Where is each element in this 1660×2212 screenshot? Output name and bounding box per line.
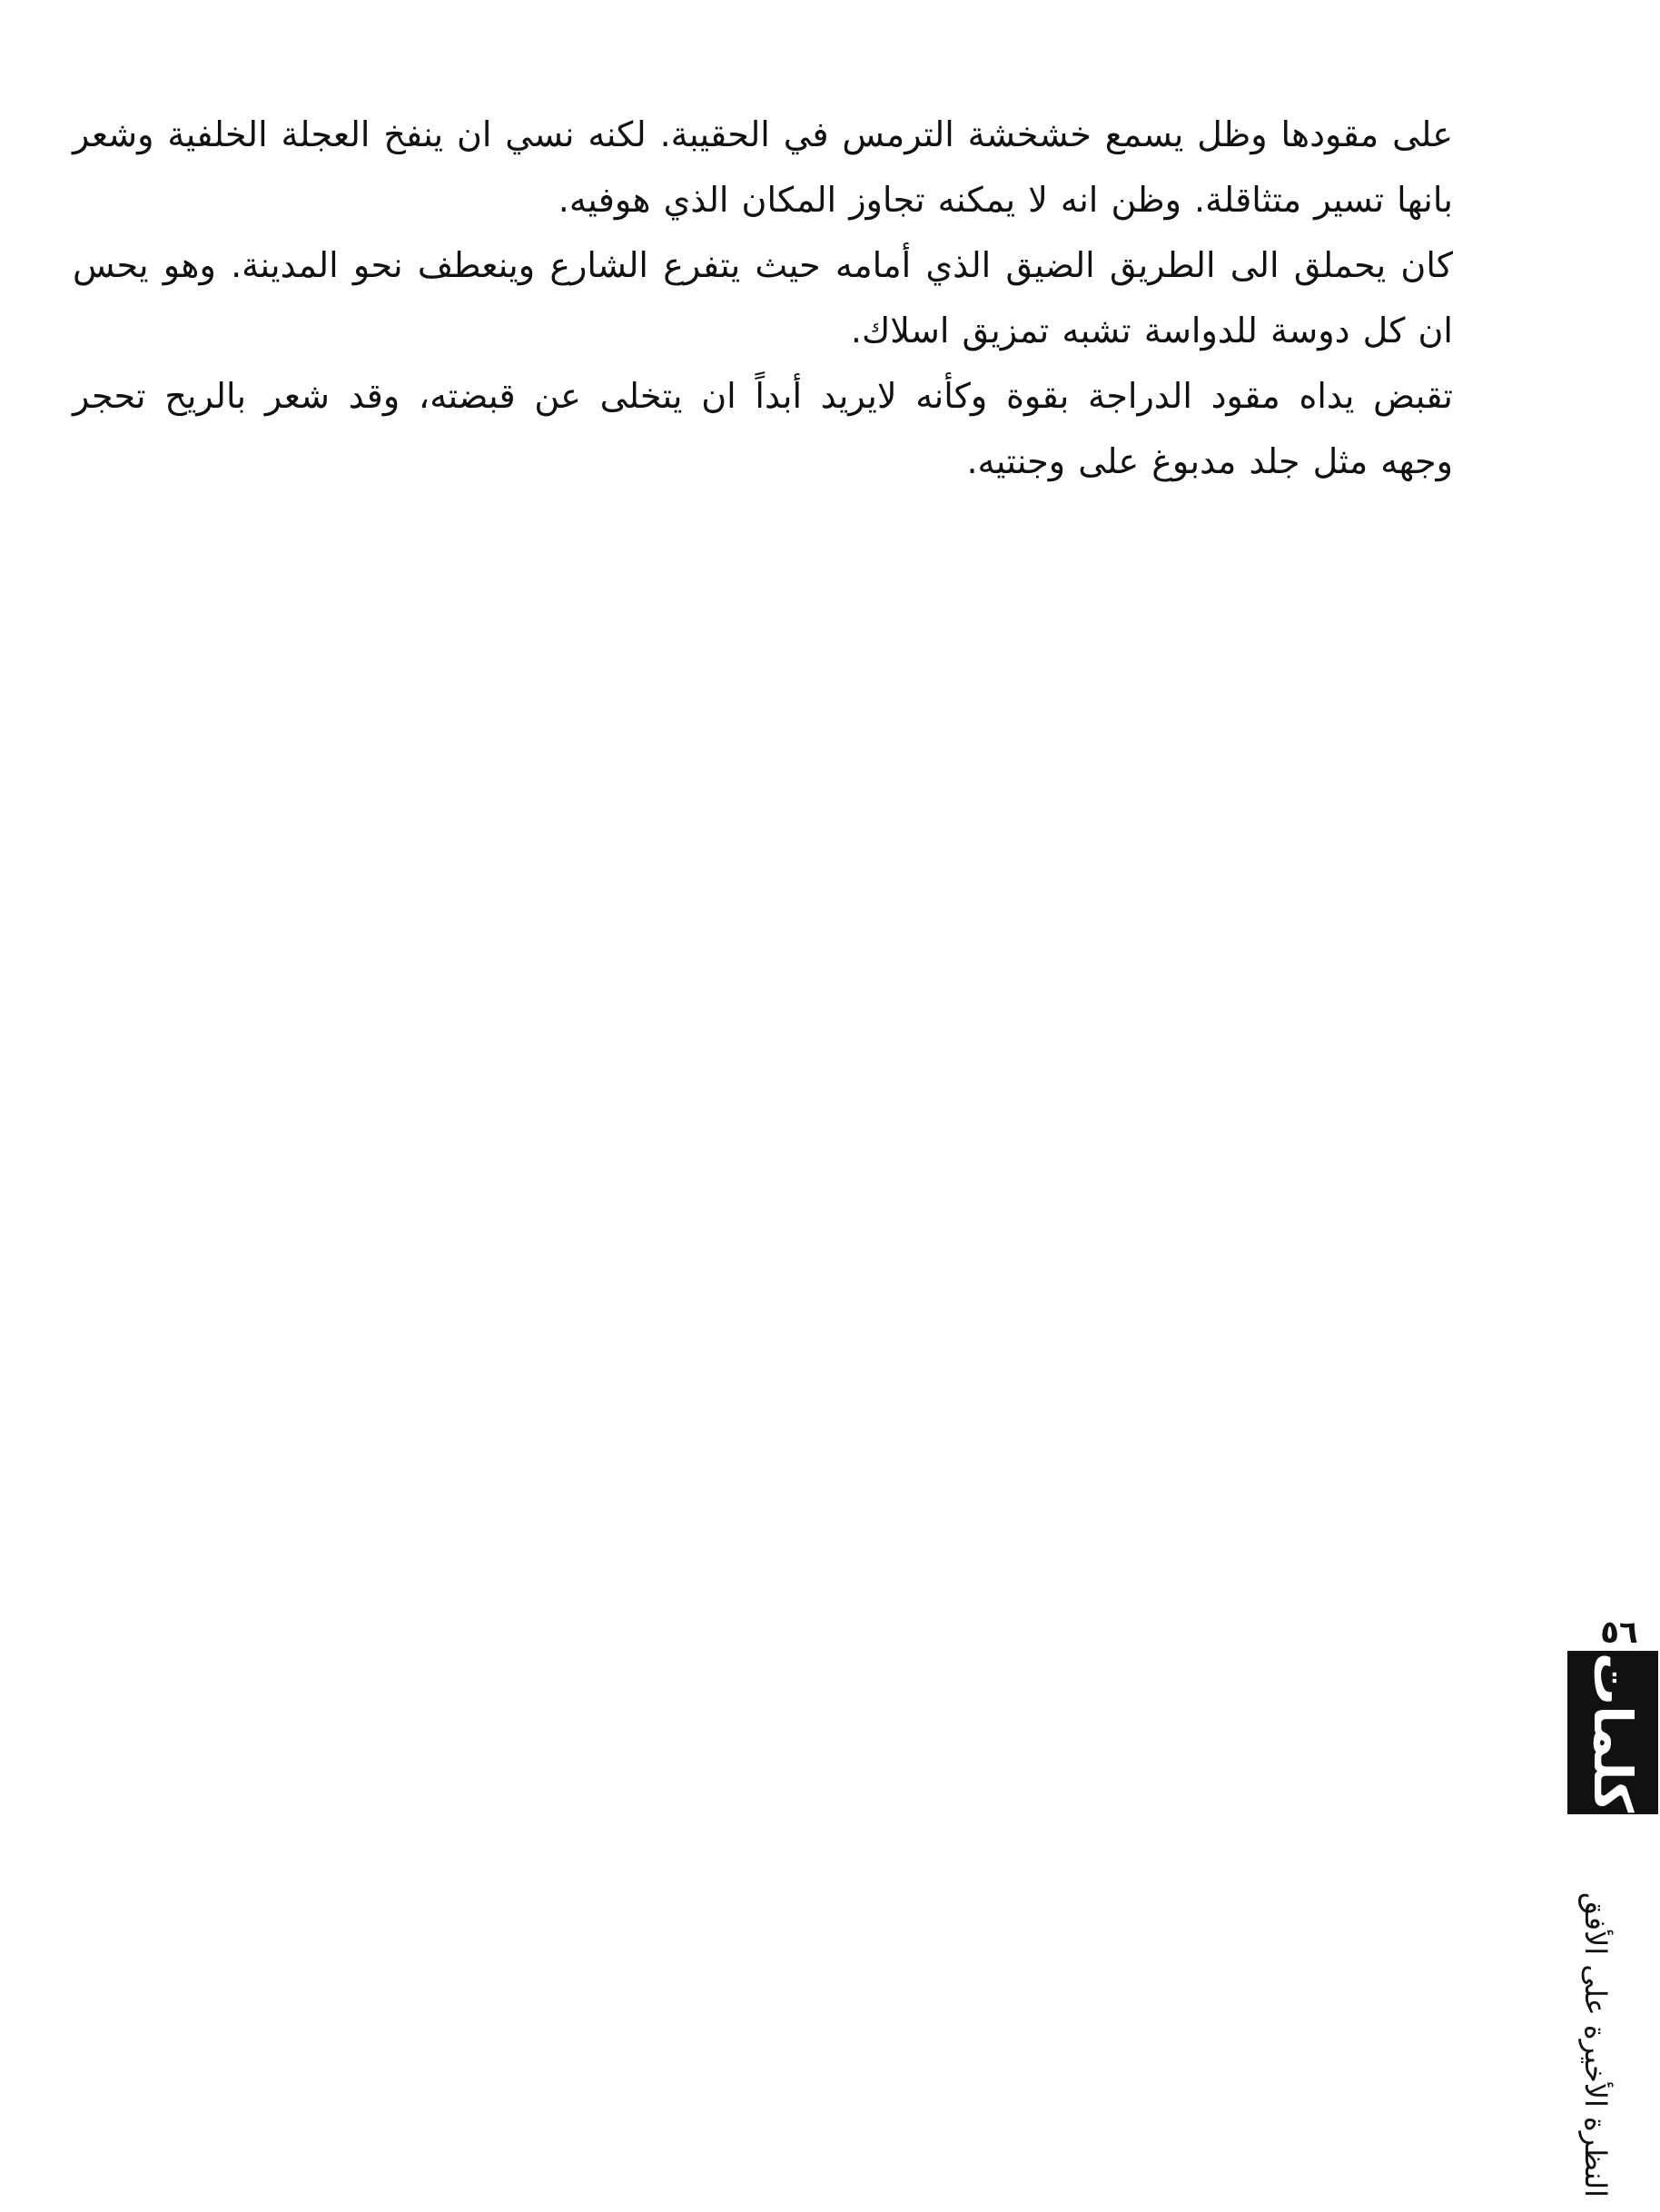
text-line: كان يحملق الى الطريق الضيق الذي أمامه حيث يتفرع الشارع وينعطف نحو المدينة. وهو يحس bbox=[73, 245, 1453, 285]
brand-label-box bbox=[1567, 1651, 1658, 1814]
text-line: ان كل دوسة للدواسة تشبه تمزيق اسلاك. bbox=[850, 311, 1453, 351]
page-number: ٥٦ bbox=[1600, 1615, 1638, 1651]
text-line: على مقودها وظل يسمع خشخشة الترمس في الحقيبة. لكنه نسي ان ينفخ العجلة الخلفية وشعر bbox=[73, 114, 1453, 154]
text-line: تقبض يداه مقود الدراجة بقوة وكأنه لايريد أبداً ان يتخلى عن قبضته، وقد شعر بالريح تحجر bbox=[73, 376, 1453, 416]
book-title: النظرة الأخيرة على الأفق bbox=[1578, 1892, 1613, 2197]
brand-label: كلمات bbox=[1582, 1652, 1645, 1813]
text-line: بانها تسير متثاقلة. وظن انه لا يمكنه تجاوز المكان الذي هوفيه. bbox=[558, 180, 1453, 220]
body-text bbox=[73, 102, 1453, 494]
text-line: وجهه مثل جلد مدبوغ على وجنتيه. bbox=[966, 441, 1453, 481]
